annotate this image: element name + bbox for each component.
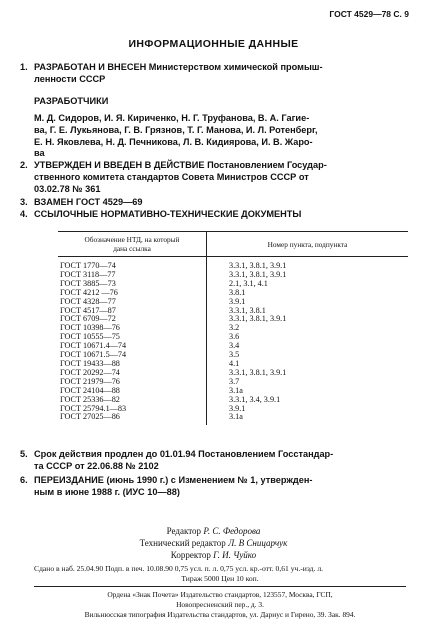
table-cell-document: ГОСТ 4212 —76 <box>58 289 207 298</box>
developers-line: Е. Н. Яковлева, Н. Д. Печникова, Л. В. Кидиярова, И. В. Жаро- <box>34 136 313 147</box>
table-cell-document: ГОСТ 10671.4—74 <box>58 342 207 351</box>
table-cell-document: ГОСТ 21979—76 <box>58 378 207 387</box>
section-6-text: ПЕРЕИЗДАНИЕ (июнь 1990 г.) с Изменением № 1, утвержден- <box>34 475 313 485</box>
section-6 <box>20 475 412 499</box>
table-cell-document: ГОСТ 19433—88 <box>58 360 207 369</box>
publisher-line: Ордена «Знак Почета» Издательство стандартов, 123557, Москва, ГСП, <box>107 590 333 599</box>
table-cell-clause: 2.1, 3.1, 4.1 <box>229 278 268 288</box>
table-cell-document: ГОСТ 4517—87 <box>58 307 207 316</box>
table-row <box>58 257 408 271</box>
table-cell-clause: 3.3.1, 3.8.1, 3.9.1 <box>229 269 287 279</box>
section-1-text: РАЗРАБОТАН И ВНЕСЕН Министерством химической промыш- <box>34 62 323 72</box>
editor-line <box>0 525 427 537</box>
table-cell-clause: 3.1a <box>229 385 243 395</box>
table-cell-clause: 3.3.1, 3.4, 3.9.1 <box>229 394 281 404</box>
printer-line: Вильнюсская типография Издательства стандартов, ул. Дариус и Гирено, 39. Зак. 894. <box>84 610 356 619</box>
page-header: ГОСТ 4529—78 С. 9 <box>329 9 409 19</box>
section-5 <box>20 449 412 473</box>
table-cell-clause: 3.3.1, 3.8.1, 3.9.1 <box>229 261 287 270</box>
table-cell-document: ГОСТ 1770—74 <box>58 257 207 271</box>
table-row <box>58 413 408 425</box>
page-title: ИНФОРМАЦИОННЫЕ ДАННЫЕ <box>128 38 299 50</box>
editor-name: Р. С. Федорова <box>203 526 261 536</box>
section-4 <box>20 209 410 221</box>
publisher-info <box>30 590 410 620</box>
section-2-number: 2. <box>20 160 28 170</box>
section-1 <box>20 62 410 86</box>
table-cell-document: ГОСТ 6709—72 <box>58 315 207 324</box>
editors-block <box>0 525 427 561</box>
table-cell-document: ГОСТ 25794.1—83 <box>58 405 207 414</box>
table-cell-clause: 3.9.1 <box>229 296 246 306</box>
table-header-document-line1: Обозначение НТД, на который <box>84 235 180 244</box>
developers-heading: РАЗРАБОТЧИКИ <box>34 96 109 106</box>
table-cell-document: ГОСТ 10555—75 <box>58 333 207 342</box>
table-cell-document: ГОСТ 24104—88 <box>58 387 207 396</box>
developers-line: М. Д. Сидоров, И. Я. Кириченко, Н. Г. Труфанова, В. А. Гагие- <box>34 113 310 123</box>
table-cell-clause: 3.3.1, 3.8.1, 3.9.1 <box>229 314 287 324</box>
table-cell-clause: 3.9.1 <box>229 403 246 413</box>
section-4-text: ССЫЛОЧНЫЕ НОРМАТИВНО-ТЕХНИЧЕСКИЕ ДОКУМЕНТЫ <box>34 209 302 219</box>
section-2-text-cont2: 03.02.78 № 361 <box>34 183 101 194</box>
table-cell-document: ГОСТ 3885—73 <box>58 280 207 289</box>
developers-list <box>34 113 406 160</box>
table-header-document <box>58 232 207 257</box>
developers-line: ва, Г. Е. Лукьянова, Г. В. Грязнов, Т. Г. Манова, И. Л. Ротенберг, <box>34 124 318 135</box>
table-cell-clause: 3.8.1 <box>229 287 246 297</box>
section-6-text-cont: ным в июне 1988 г. (ИУС 10—88) <box>34 486 180 497</box>
table-cell-clause: 3.4 <box>229 341 240 351</box>
print-details <box>34 564 406 584</box>
tech-editor-name: Л. В Сницарчук <box>228 538 288 548</box>
table-cell-document: ГОСТ 4328—77 <box>58 298 207 307</box>
table-cell-clause: 3.5 <box>229 350 240 360</box>
table-cell-clause: 3.6 <box>229 332 240 342</box>
tech-editor-role: Технический редактор <box>139 538 229 548</box>
section-5-text: Срок действия продлен до 01.01.94 Постановлением Госстандар- <box>34 449 334 459</box>
section-4-number: 4. <box>20 209 28 219</box>
table-cell-clause: 3.3.1, 3.8.1 <box>229 305 266 315</box>
table-header-row <box>58 232 408 257</box>
print-run-line: Тираж 5000 Цен 10 коп. <box>181 574 259 583</box>
section-1-text-cont: ленности СССР <box>34 73 106 84</box>
table-cell-clause: 3.3.1, 3.8.1, 3.9.1 <box>229 367 287 377</box>
section-2-text: УТВЕРЖДЕН И ВВЕДЕН В ДЕЙСТВИЕ Постановлением Государ- <box>34 160 327 170</box>
section-5-number: 5. <box>20 449 28 459</box>
divider <box>34 586 406 587</box>
table-cell-clause: 4.1 <box>229 358 240 368</box>
table-cell-document: ГОСТ 20292—74 <box>58 369 207 378</box>
section-3-text: ВЗАМЕН ГОСТ 4529—69 <box>34 197 143 207</box>
section-2 <box>20 160 412 195</box>
section-3 <box>20 197 410 209</box>
tech-editor-line <box>0 537 427 549</box>
table-cell-document: ГОСТ 10671.5—74 <box>58 351 207 360</box>
proofreader-line <box>0 549 427 561</box>
table-body <box>58 257 408 426</box>
section-1-number: 1. <box>20 62 28 72</box>
publisher-address-line: Новопресненский пер., д. 3. <box>176 600 264 609</box>
editor-role: Редактор <box>166 526 204 536</box>
references-table <box>58 231 408 425</box>
table-header-document-line2: дана ссылка <box>113 244 151 253</box>
developers-line: ва <box>34 148 45 159</box>
table-cell-document: ГОСТ 10398—76 <box>58 324 207 333</box>
print-details-line: Сдано в наб. 25.04.90 Подп. в печ. 10.08.90 0,75 усл. п. л. 0,75 усл. кр.-отт. 0,61 уч.-изд. л. <box>34 564 324 573</box>
proofreader-name: Г. И. Чуйко <box>213 550 257 560</box>
table-header-clause: Номер пункта, подпункта <box>207 232 409 257</box>
table-cell-document: ГОСТ 25336—82 <box>58 396 207 405</box>
section-3-number: 3. <box>20 197 28 207</box>
section-2-text-cont: ственного комитета стандартов Совета Министров СССР от <box>34 171 309 182</box>
table-cell-clause: 3.1a <box>229 412 243 422</box>
table-cell-clause: 3.7 <box>229 376 240 386</box>
table-cell-document: ГОСТ 3118—77 <box>58 271 207 280</box>
table-cell-document: ГОСТ 27025—86 <box>58 413 207 425</box>
proofreader-role: Корректор <box>170 550 214 560</box>
section-5-text-cont: та СССР от 22.06.88 № 2102 <box>34 460 159 471</box>
section-6-number: 6. <box>20 475 28 485</box>
table-cell-clause: 3.2 <box>229 323 240 333</box>
